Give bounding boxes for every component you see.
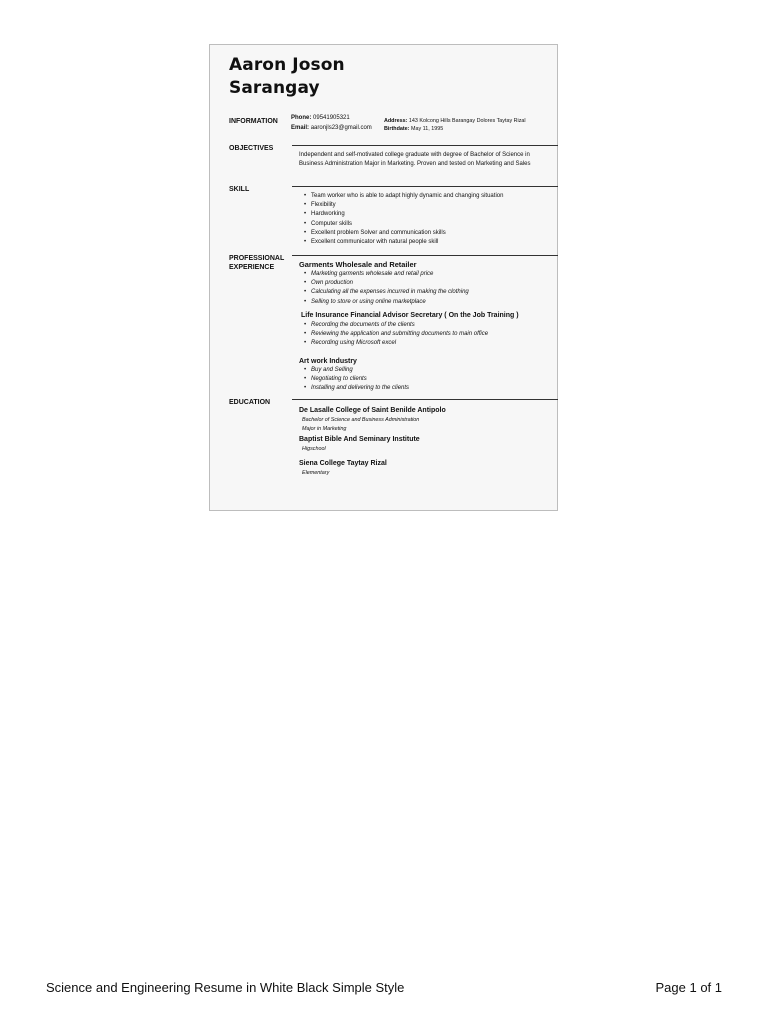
job-title: Art work Industry xyxy=(299,358,357,365)
email-label: Email: xyxy=(291,125,310,131)
school-name: Siena College Taytay Rizal xyxy=(299,460,387,467)
phone-value: 09541905321 xyxy=(313,115,350,121)
address-label: Address: xyxy=(384,118,408,124)
school-name: Baptist Bible And Seminary Institute xyxy=(299,436,420,443)
name-line-2: Sarangay xyxy=(229,78,320,98)
job-title: Life Insurance Financial Advisor Secretary ( On the Job Training ) xyxy=(301,312,519,319)
resume-page xyxy=(209,44,558,511)
school-detail: Major in Marketing xyxy=(302,426,347,432)
address-value: 143 Kolcong Hills Barangay Dolores Taytay Rizal xyxy=(408,118,526,124)
section-label-skill: SKILL xyxy=(229,186,250,193)
birthdate-line xyxy=(384,125,443,134)
job-duty-item: • Buy and Selling xyxy=(303,366,409,375)
email-line xyxy=(291,124,372,133)
job-title: Garments Wholesale and Retailer xyxy=(299,260,417,269)
job-duty-item: • Selling to store or using online marketplace xyxy=(303,298,469,307)
email-value: aaronjls23@gmail.com xyxy=(310,125,372,131)
experience-label-line-1: PROFESSIONAL xyxy=(229,255,285,262)
birthdate-label: Birthdate: xyxy=(384,126,410,132)
resume-name xyxy=(229,54,345,100)
job-duty-item: • Reviewing the application and submitting documents to main office xyxy=(303,330,488,339)
job-duty-item: • Recording the documents of the clients xyxy=(303,321,488,330)
section-label-information: INFORMATION xyxy=(229,118,278,125)
school-name: De Lasalle College of Saint Benilde Antipolo xyxy=(299,407,446,414)
section-label-education: EDUCATION xyxy=(229,399,271,406)
school-detail: Higschool xyxy=(302,446,326,452)
skill-item: • Computer skills xyxy=(303,220,503,229)
phone-line xyxy=(291,114,350,123)
skill-item: • Excellent problem Solver and communication skills xyxy=(303,229,503,238)
section-divider xyxy=(292,186,558,187)
section-label-experience xyxy=(229,254,291,272)
section-divider xyxy=(292,255,558,256)
job-duty-item: • Marketing garments wholesale and retail price xyxy=(303,270,469,279)
skill-item: • Flexibility xyxy=(303,201,503,210)
job-duties-list xyxy=(303,366,409,394)
name-line-1: Aaron Joson xyxy=(229,55,345,75)
job-duties-list xyxy=(303,321,488,349)
section-label-objectives: OBJECTIVES xyxy=(229,145,274,152)
job-duty-item: • Negotiating to clients xyxy=(303,375,409,384)
experience-label-line-2: EXPERIENCE xyxy=(229,264,275,271)
job-duty-item: • Calculating all the expenses incurred in making the clothing xyxy=(303,288,469,297)
job-duty-item: • Own production xyxy=(303,279,469,288)
school-detail: Bachelor of Science and Business Administration xyxy=(302,417,420,423)
skill-item: • Team worker who is able to adapt highly dynamic and changing situation xyxy=(303,192,503,201)
school-detail: Elementary xyxy=(302,470,330,476)
skill-item: • Excellent communicator with natural people skill xyxy=(303,238,503,247)
job-duty-item: • Recording using Microsoft excel xyxy=(303,339,488,348)
objective-text: Independent and self-motivated college graduate with degree of Bachelor of Science in Business Administration Major in Marketing. Proven and tested on Marketing and Sales xyxy=(299,152,531,167)
birthdate-value: May 11, 1995 xyxy=(410,126,444,132)
section-divider xyxy=(292,145,558,146)
job-duty-item: • Installing and delivering to the clients xyxy=(303,384,409,393)
phone-label: Phone: xyxy=(291,115,312,121)
skill-item: • Hardworking xyxy=(303,210,503,219)
section-divider xyxy=(292,399,558,400)
document-title: Science and Engineering Resume in White Black Simple Style xyxy=(46,980,405,995)
skills-list xyxy=(303,192,503,247)
job-duties-list xyxy=(303,270,469,307)
page-indicator: Page 1 of 1 xyxy=(655,980,722,995)
